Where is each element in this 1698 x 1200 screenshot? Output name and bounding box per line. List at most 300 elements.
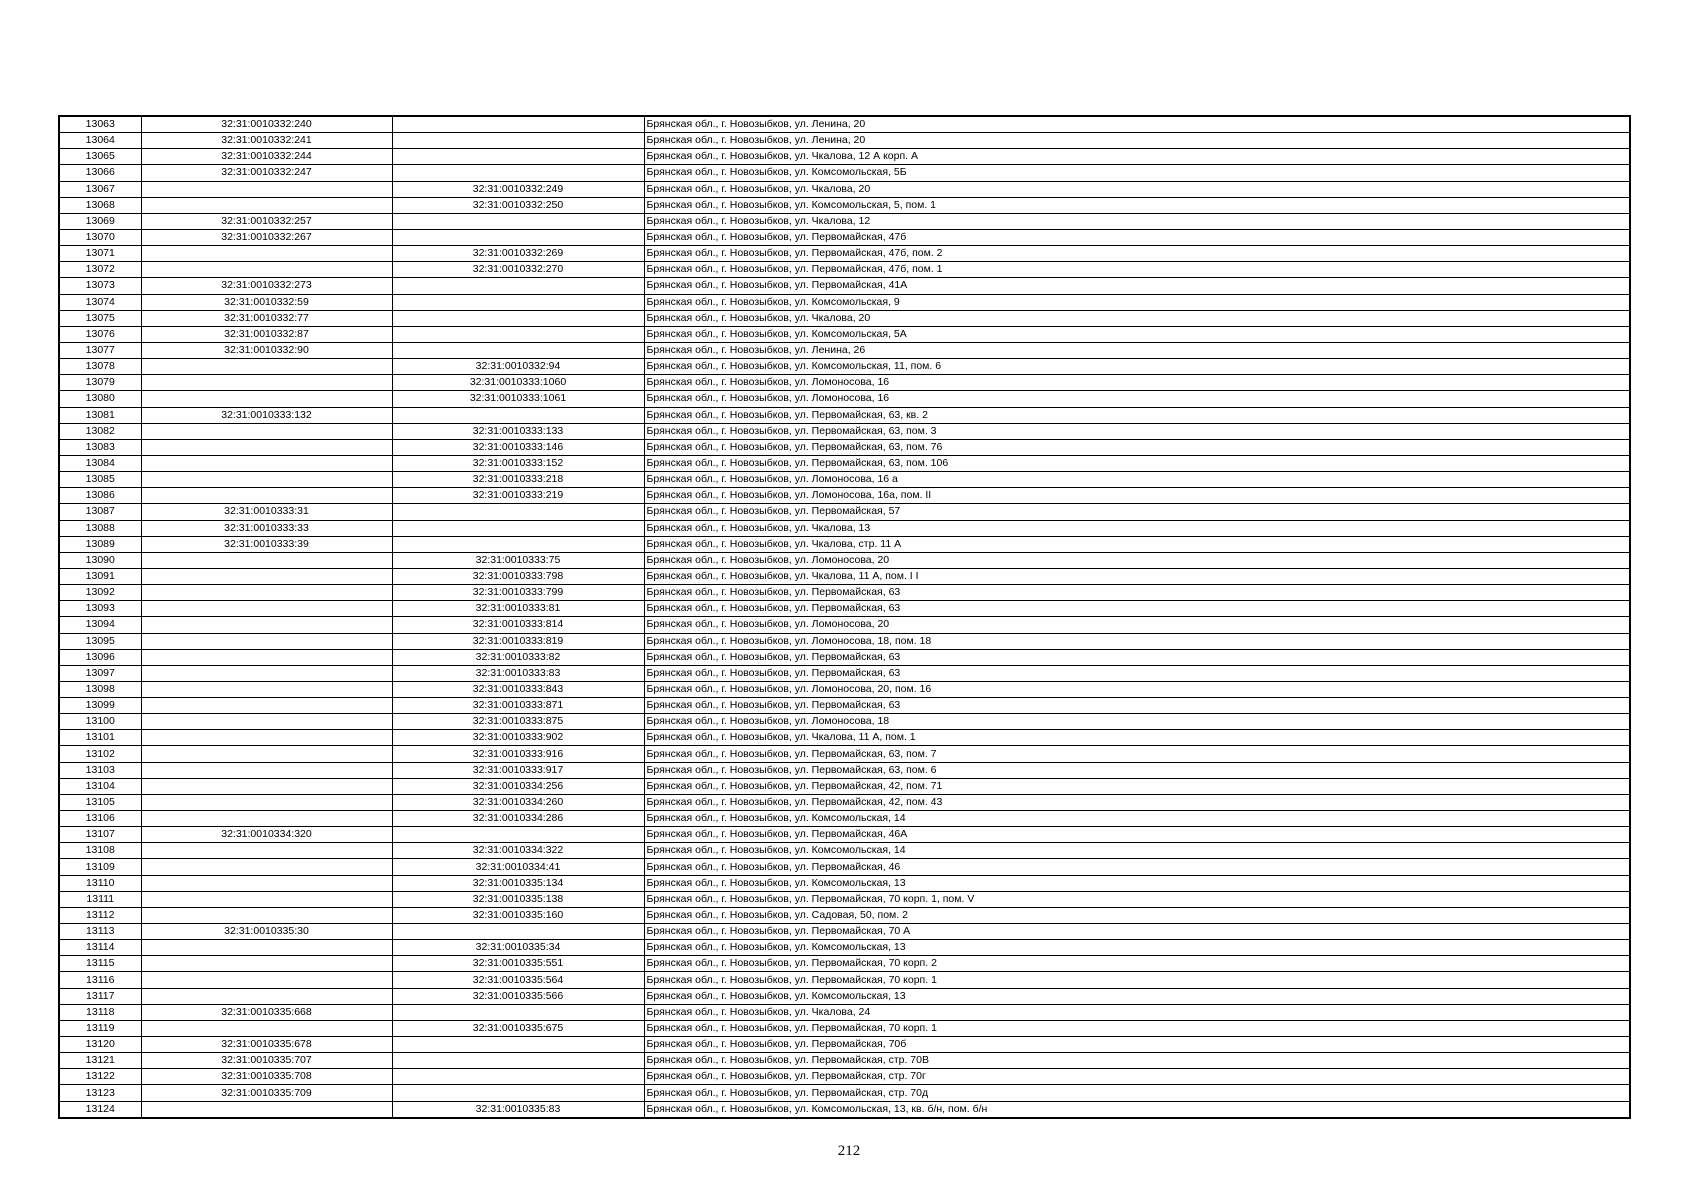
table-row: [59, 681, 1630, 697]
address-cell: Брянская обл., г. Новозыбков, ул. Первомайская, 47б, пом. 2: [644, 246, 1630, 262]
table-row: [59, 730, 1630, 746]
table-row: [59, 940, 1630, 956]
row-number-cell: 13088: [59, 520, 141, 536]
cadastral-number-cell: [141, 698, 392, 714]
cadastral-number-cell: 32:31:0010332:244: [141, 149, 392, 165]
table-row: [59, 601, 1630, 617]
row-number-cell: 13078: [59, 359, 141, 375]
cadastral-number-alt-cell: [392, 278, 644, 294]
cadastral-number-cell: [141, 940, 392, 956]
cadastral-number-cell: 32:31:0010335:668: [141, 1004, 392, 1020]
cadastral-number-cell: [141, 730, 392, 746]
address-cell: Брянская обл., г. Новозыбков, ул. Ломоносова, 16а, пом. II: [644, 488, 1630, 504]
row-number-cell: 13068: [59, 197, 141, 213]
address-cell: Брянская обл., г. Новозыбков, ул. Первомайская, 63, пом. 6: [644, 762, 1630, 778]
table-row: [59, 1085, 1630, 1101]
cadastral-number-alt-cell: [392, 149, 644, 165]
row-number-cell: 13095: [59, 633, 141, 649]
address-cell: Брянская обл., г. Новозыбков, ул. Первомайская, 46: [644, 859, 1630, 875]
address-cell: Брянская обл., г. Новозыбков, ул. Ломоносова, 16 а: [644, 472, 1630, 488]
table-row: [59, 1020, 1630, 1036]
cadastral-number-cell: [141, 585, 392, 601]
cadastral-number-alt-cell: 32:31:0010335:551: [392, 956, 644, 972]
row-number-cell: 13105: [59, 794, 141, 810]
address-cell: Брянская обл., г. Новозыбков, ул. Ленина, 20: [644, 133, 1630, 149]
cadastral-number-alt-cell: [392, 213, 644, 229]
cadastral-number-cell: [141, 988, 392, 1004]
table-row: [59, 116, 1630, 133]
page-number: 212: [837, 1143, 861, 1159]
address-cell: Брянская обл., г. Новозыбков, ул. Первомайская, 47б: [644, 229, 1630, 245]
address-cell: Брянская обл., г. Новозыбков, ул. Первомайская, 63: [644, 698, 1630, 714]
address-cell: Брянская обл., г. Новозыбков, ул. Чкалова, 24: [644, 1004, 1630, 1020]
address-cell: Брянская обл., г. Новозыбков, ул. Первомайская, 70б: [644, 1037, 1630, 1053]
cadastral-number-cell: [141, 262, 392, 278]
cadastral-number-cell: [141, 375, 392, 391]
row-number-cell: 13111: [59, 891, 141, 907]
cadastral-number-alt-cell: 32:31:0010333:917: [392, 762, 644, 778]
cadastral-number-alt-cell: [392, 924, 644, 940]
table-row: [59, 1053, 1630, 1069]
table-row: [59, 633, 1630, 649]
address-cell: Брянская обл., г. Новозыбков, ул. Первомайская, 63, пом. 3: [644, 423, 1630, 439]
cadastral-number-alt-cell: 32:31:0010333:152: [392, 455, 644, 471]
row-number-cell: 13097: [59, 665, 141, 681]
table-row: [59, 310, 1630, 326]
cadastral-number-cell: 32:31:0010332:241: [141, 133, 392, 149]
address-cell: Брянская обл., г. Новозыбков, ул. Ломоносова, 18, пом. 18: [644, 633, 1630, 649]
cadastral-number-alt-cell: 32:31:0010335:138: [392, 891, 644, 907]
cadastral-number-alt-cell: [392, 536, 644, 552]
cadastral-number-alt-cell: 32:31:0010334:322: [392, 843, 644, 859]
address-cell: Брянская обл., г. Новозыбков, ул. Чкалова, стр. 11 А: [644, 536, 1630, 552]
table-row: [59, 472, 1630, 488]
table-row: [59, 342, 1630, 358]
address-cell: Брянская обл., г. Новозыбков, ул. Комсомольская, 13: [644, 988, 1630, 1004]
row-number-cell: 13122: [59, 1069, 141, 1085]
row-number-cell: 13063: [59, 116, 141, 133]
row-number-cell: 13104: [59, 778, 141, 794]
address-cell: Брянская обл., г. Новозыбков, ул. Комсомольская, 5Б: [644, 165, 1630, 181]
address-cell: Брянская обл., г. Новозыбков, ул. Ленина, 20: [644, 116, 1630, 133]
table-row: [59, 326, 1630, 342]
cadastral-number-cell: [141, 439, 392, 455]
row-number-cell: 13079: [59, 375, 141, 391]
cadastral-number-cell: [141, 633, 392, 649]
table-row: [59, 165, 1630, 181]
cadastral-number-alt-cell: 32:31:0010332:269: [392, 246, 644, 262]
cadastral-number-alt-cell: 32:31:0010333:875: [392, 714, 644, 730]
address-cell: Брянская обл., г. Новозыбков, ул. Первомайская, 63: [644, 665, 1630, 681]
cadastral-number-cell: [141, 359, 392, 375]
table-row: [59, 213, 1630, 229]
row-number-cell: 13113: [59, 924, 141, 940]
address-cell: Брянская обл., г. Новозыбков, ул. Первомайская, стр. 70В: [644, 1053, 1630, 1069]
cadastral-number-cell: [141, 859, 392, 875]
row-number-cell: 13075: [59, 310, 141, 326]
table-row: [59, 924, 1630, 940]
cadastral-number-cell: 32:31:0010332:77: [141, 310, 392, 326]
address-cell: Брянская обл., г. Новозыбков, ул. Первомайская, 42, пом. 71: [644, 778, 1630, 794]
address-cell: Брянская обл., г. Новозыбков, ул. Первомайская, 63: [644, 601, 1630, 617]
row-number-cell: 13094: [59, 617, 141, 633]
cadastral-number-cell: [141, 762, 392, 778]
address-cell: Брянская обл., г. Новозыбков, ул. Чкалова, 12 А корп. А: [644, 149, 1630, 165]
cadastral-number-alt-cell: 32:31:0010335:564: [392, 972, 644, 988]
address-cell: Брянская обл., г. Новозыбков, ул. Чкалова, 12: [644, 213, 1630, 229]
address-cell: Брянская обл., г. Новозыбков, ул. Первомайская, 63, пом. 76: [644, 439, 1630, 455]
row-number-cell: 13107: [59, 827, 141, 843]
row-number-cell: 13083: [59, 439, 141, 455]
cadastral-number-cell: [141, 455, 392, 471]
table-row: [59, 181, 1630, 197]
row-number-cell: 13070: [59, 229, 141, 245]
cadastral-number-alt-cell: 32:31:0010334:41: [392, 859, 644, 875]
cadastral-number-cell: [141, 552, 392, 568]
address-cell: Брянская обл., г. Новозыбков, ул. Ломоносова, 18: [644, 714, 1630, 730]
table-body: [59, 116, 1630, 1118]
cadastral-number-alt-cell: 32:31:0010333:814: [392, 617, 644, 633]
address-cell: Брянская обл., г. Новозыбков, ул. Первомайская, стр. 70д: [644, 1085, 1630, 1101]
row-number-cell: 13086: [59, 488, 141, 504]
row-number-cell: 13103: [59, 762, 141, 778]
cadastral-number-alt-cell: 32:31:0010332:250: [392, 197, 644, 213]
address-cell: Брянская обл., г. Новозыбков, ул. Первомайская, 63: [644, 585, 1630, 601]
table-row: [59, 375, 1630, 391]
cadastral-number-alt-cell: 32:31:0010333:798: [392, 568, 644, 584]
row-number-cell: 13114: [59, 940, 141, 956]
row-number-cell: 13090: [59, 552, 141, 568]
cadastral-number-alt-cell: [392, 165, 644, 181]
cadastral-number-cell: [141, 423, 392, 439]
cadastral-number-alt-cell: [392, 116, 644, 133]
address-cell: Брянская обл., г. Новозыбков, ул. Ломоносова, 16: [644, 375, 1630, 391]
cadastral-number-cell: [141, 891, 392, 907]
cadastral-number-alt-cell: 32:31:0010335:566: [392, 988, 644, 1004]
row-number-cell: 13102: [59, 746, 141, 762]
table-row: [59, 875, 1630, 891]
cadastral-number-cell: 32:31:0010332:59: [141, 294, 392, 310]
table-row: [59, 956, 1630, 972]
address-cell: Брянская обл., г. Новозыбков, ул. Первомайская, 63, пом. 106: [644, 455, 1630, 471]
table-row: [59, 229, 1630, 245]
cadastral-number-cell: 32:31:0010335:709: [141, 1085, 392, 1101]
cadastral-number-cell: [141, 972, 392, 988]
address-cell: Брянская обл., г. Новозыбков, ул. Первомайская, стр. 70г: [644, 1069, 1630, 1085]
cadastral-number-alt-cell: 32:31:0010333:819: [392, 633, 644, 649]
row-number-cell: 13074: [59, 294, 141, 310]
address-cell: Брянская обл., г. Новозыбков, ул. Чкалова, 11 А, пом. I I: [644, 568, 1630, 584]
address-cell: Брянская обл., г. Новозыбков, ул. Комсомольская, 13: [644, 940, 1630, 956]
cadastral-number-alt-cell: [392, 310, 644, 326]
address-cell: Брянская обл., г. Новозыбков, ул. Ломоносова, 20: [644, 552, 1630, 568]
address-cell: Брянская обл., г. Новозыбков, ул. Комсомольская, 14: [644, 843, 1630, 859]
address-cell: Брянская обл., г. Новозыбков, ул. Первомайская, 46А: [644, 827, 1630, 843]
cadastral-number-alt-cell: [392, 407, 644, 423]
address-cell: Брянская обл., г. Новозыбков, ул. Ломоносова, 16: [644, 391, 1630, 407]
row-number-cell: 13099: [59, 698, 141, 714]
cadastral-number-cell: [141, 746, 392, 762]
address-cell: Брянская обл., г. Новозыбков, ул. Первомайская, 57: [644, 504, 1630, 520]
row-number-cell: 13084: [59, 455, 141, 471]
table-row: [59, 988, 1630, 1004]
row-number-cell: 13087: [59, 504, 141, 520]
cadastral-number-alt-cell: 32:31:0010333:83: [392, 665, 644, 681]
cadastral-number-alt-cell: 32:31:0010332:94: [392, 359, 644, 375]
row-number-cell: 13096: [59, 649, 141, 665]
cadastral-number-alt-cell: [392, 504, 644, 520]
row-number-cell: 13116: [59, 972, 141, 988]
cadastral-number-alt-cell: [392, 133, 644, 149]
table-row: [59, 133, 1630, 149]
cadastral-number-cell: [141, 472, 392, 488]
cadastral-number-cell: [141, 246, 392, 262]
address-cell: Брянская обл., г. Новозыбков, ул. Ленина, 26: [644, 342, 1630, 358]
row-number-cell: 13112: [59, 907, 141, 923]
row-number-cell: 13100: [59, 714, 141, 730]
table-row: [59, 197, 1630, 213]
cadastral-number-alt-cell: 32:31:0010333:902: [392, 730, 644, 746]
cadastral-number-cell: 32:31:0010335:30: [141, 924, 392, 940]
row-number-cell: 13071: [59, 246, 141, 262]
row-number-cell: 13073: [59, 278, 141, 294]
cadastral-number-alt-cell: [392, 1069, 644, 1085]
address-cell: Брянская обл., г. Новозыбков, ул. Первомайская, 63: [644, 649, 1630, 665]
cadastral-number-alt-cell: [392, 326, 644, 342]
table-row: [59, 827, 1630, 843]
cadastral-number-cell: [141, 181, 392, 197]
address-cell: Брянская обл., г. Новозыбков, ул. Первомайская, 42, пом. 43: [644, 794, 1630, 810]
table-row: [59, 665, 1630, 681]
cadastral-number-cell: [141, 197, 392, 213]
row-number-cell: 13115: [59, 956, 141, 972]
row-number-cell: 13106: [59, 811, 141, 827]
row-number-cell: 13082: [59, 423, 141, 439]
row-number-cell: 13064: [59, 133, 141, 149]
row-number-cell: 13101: [59, 730, 141, 746]
address-cell: Брянская обл., г. Новозыбков, ул. Ломоносова, 20, пом. 16: [644, 681, 1630, 697]
address-cell: Брянская обл., г. Новозыбков, ул. Первомайская, 41А: [644, 278, 1630, 294]
cadastral-number-cell: [141, 714, 392, 730]
cadastral-number-alt-cell: 32:31:0010333:81: [392, 601, 644, 617]
table-row: [59, 1004, 1630, 1020]
row-number-cell: 13091: [59, 568, 141, 584]
cadastral-number-cell: [141, 391, 392, 407]
cadastral-number-alt-cell: 32:31:0010334:286: [392, 811, 644, 827]
address-cell: Брянская обл., г. Новозыбков, ул. Чкалова, 11 А, пом. 1: [644, 730, 1630, 746]
row-number-cell: 13085: [59, 472, 141, 488]
cadastral-number-cell: [141, 875, 392, 891]
address-cell: Брянская обл., г. Новозыбков, ул. Комсомольская, 11, пом. 6: [644, 359, 1630, 375]
cadastral-number-alt-cell: 32:31:0010333:146: [392, 439, 644, 455]
row-number-cell: 13072: [59, 262, 141, 278]
cadastral-number-alt-cell: 32:31:0010333:871: [392, 698, 644, 714]
cadastral-number-alt-cell: 32:31:0010335:134: [392, 875, 644, 891]
cadastral-number-alt-cell: 32:31:0010333:219: [392, 488, 644, 504]
cadastral-number-cell: [141, 778, 392, 794]
address-cell: Брянская обл., г. Новозыбков, ул. Ломоносова, 20: [644, 617, 1630, 633]
table-row: [59, 439, 1630, 455]
cadastral-number-cell: [141, 649, 392, 665]
cadastral-number-alt-cell: [392, 1037, 644, 1053]
cadastral-number-alt-cell: 32:31:0010335:160: [392, 907, 644, 923]
cadastral-number-alt-cell: [392, 342, 644, 358]
cadastral-number-cell: 32:31:0010332:90: [141, 342, 392, 358]
cadastral-number-cell: [141, 601, 392, 617]
table-row: [59, 714, 1630, 730]
row-number-cell: 13121: [59, 1053, 141, 1069]
cadastral-number-alt-cell: 32:31:0010334:256: [392, 778, 644, 794]
table-row: [59, 698, 1630, 714]
cadastral-number-cell: 32:31:0010333:31: [141, 504, 392, 520]
cadastral-number-cell: 32:31:0010334:320: [141, 827, 392, 843]
cadastral-number-alt-cell: 32:31:0010334:260: [392, 794, 644, 810]
row-number-cell: 13109: [59, 859, 141, 875]
table-row: [59, 1101, 1630, 1118]
table-row: [59, 359, 1630, 375]
cadastral-number-cell: 32:31:0010332:247: [141, 165, 392, 181]
cadastral-number-alt-cell: [392, 1004, 644, 1020]
table-row: [59, 149, 1630, 165]
cadastral-number-alt-cell: 32:31:0010332:270: [392, 262, 644, 278]
cadastral-number-alt-cell: [392, 1053, 644, 1069]
cadastral-number-alt-cell: 32:31:0010333:218: [392, 472, 644, 488]
row-number-cell: 13076: [59, 326, 141, 342]
cadastral-number-alt-cell: 32:31:0010333:916: [392, 746, 644, 762]
cadastral-number-cell: [141, 907, 392, 923]
table-row: [59, 617, 1630, 633]
table-row: [59, 649, 1630, 665]
cadastral-number-alt-cell: 32:31:0010335:675: [392, 1020, 644, 1036]
cadastral-number-cell: 32:31:0010332:240: [141, 116, 392, 133]
cadastral-number-alt-cell: 32:31:0010333:75: [392, 552, 644, 568]
cadastral-number-cell: 32:31:0010333:33: [141, 520, 392, 536]
table-row: [59, 536, 1630, 552]
cadastral-number-cell: 32:31:0010332:87: [141, 326, 392, 342]
cadastral-number-alt-cell: [392, 229, 644, 245]
address-cell: Брянская обл., г. Новозыбков, ул. Комсомольская, 13, кв. б/н, пом. б/н: [644, 1101, 1630, 1118]
address-cell: Брянская обл., г. Новозыбков, ул. Первомайская, 70 А: [644, 924, 1630, 940]
table-row: [59, 746, 1630, 762]
address-cell: Брянская обл., г. Новозыбков, ул. Первомайская, 63, пом. 7: [644, 746, 1630, 762]
row-number-cell: 13081: [59, 407, 141, 423]
row-number-cell: 13092: [59, 585, 141, 601]
cadastral-number-cell: [141, 665, 392, 681]
cadastral-number-cell: 32:31:0010332:273: [141, 278, 392, 294]
cadastral-number-cell: [141, 794, 392, 810]
row-number-cell: 13110: [59, 875, 141, 891]
table-row: [59, 552, 1630, 568]
table-row: [59, 391, 1630, 407]
address-cell: Брянская обл., г. Новозыбков, ул. Комсомольская, 14: [644, 811, 1630, 827]
table-row: [59, 294, 1630, 310]
row-number-cell: 13123: [59, 1085, 141, 1101]
table-row: [59, 1037, 1630, 1053]
cadastral-number-alt-cell: 32:31:0010333:1060: [392, 375, 644, 391]
address-cell: Брянская обл., г. Новозыбков, ул. Первомайская, 70 корп. 1: [644, 1020, 1630, 1036]
cadastral-number-alt-cell: 32:31:0010333:133: [392, 423, 644, 439]
table-row: [59, 455, 1630, 471]
address-cell: Брянская обл., г. Новозыбков, ул. Первомайская, 70 корп. 1, пом. V: [644, 891, 1630, 907]
address-cell: Брянская обл., г. Новозыбков, ул. Чкалова, 13: [644, 520, 1630, 536]
cadastral-number-alt-cell: [392, 827, 644, 843]
cadastral-number-alt-cell: 32:31:0010335:34: [392, 940, 644, 956]
address-cell: Брянская обл., г. Новозыбков, ул. Садовая, 50, пом. 2: [644, 907, 1630, 923]
row-number-cell: 13120: [59, 1037, 141, 1053]
row-number-cell: 13108: [59, 843, 141, 859]
table-row: [59, 859, 1630, 875]
row-number-cell: 13118: [59, 1004, 141, 1020]
address-cell: Брянская обл., г. Новозыбков, ул. Комсомольская, 13: [644, 875, 1630, 891]
table-row: [59, 762, 1630, 778]
address-cell: Брянская обл., г. Новозыбков, ул. Комсомольская, 5, пом. 1: [644, 197, 1630, 213]
cadastral-number-cell: [141, 1020, 392, 1036]
table-row: [59, 504, 1630, 520]
property-register-table: [58, 115, 1631, 1119]
cadastral-number-cell: 32:31:0010335:707: [141, 1053, 392, 1069]
address-cell: Брянская обл., г. Новозыбков, ул. Первомайская, 63, кв. 2: [644, 407, 1630, 423]
row-number-cell: 13089: [59, 536, 141, 552]
cadastral-number-alt-cell: [392, 520, 644, 536]
table-row: [59, 778, 1630, 794]
table-row: [59, 488, 1630, 504]
cadastral-number-cell: [141, 843, 392, 859]
cadastral-number-cell: [141, 956, 392, 972]
cadastral-number-cell: [141, 811, 392, 827]
address-cell: Брянская обл., г. Новозыбков, ул. Первомайская, 70 корп. 2: [644, 956, 1630, 972]
row-number-cell: 13069: [59, 213, 141, 229]
row-number-cell: 13066: [59, 165, 141, 181]
cadastral-number-cell: [141, 1101, 392, 1118]
cadastral-number-cell: 32:31:0010333:132: [141, 407, 392, 423]
cadastral-number-cell: 32:31:0010335:708: [141, 1069, 392, 1085]
cadastral-number-cell: 32:31:0010332:267: [141, 229, 392, 245]
cadastral-number-cell: [141, 568, 392, 584]
table-row: [59, 520, 1630, 536]
row-number-cell: 13065: [59, 149, 141, 165]
table-row: [59, 262, 1630, 278]
address-cell: Брянская обл., г. Новозыбков, ул. Чкалова, 20: [644, 310, 1630, 326]
cadastral-number-cell: 32:31:0010332:257: [141, 213, 392, 229]
cadastral-number-alt-cell: 32:31:0010333:1061: [392, 391, 644, 407]
table-row: [59, 585, 1630, 601]
cadastral-number-cell: [141, 617, 392, 633]
row-number-cell: 13093: [59, 601, 141, 617]
table-row: [59, 907, 1630, 923]
cadastral-number-alt-cell: 32:31:0010332:249: [392, 181, 644, 197]
row-number-cell: 13067: [59, 181, 141, 197]
cadastral-number-alt-cell: 32:31:0010333:82: [392, 649, 644, 665]
cadastral-number-cell: 32:31:0010335:678: [141, 1037, 392, 1053]
row-number-cell: 13077: [59, 342, 141, 358]
cadastral-number-alt-cell: 32:31:0010333:843: [392, 681, 644, 697]
address-cell: Брянская обл., г. Новозыбков, ул. Первомайская, 47б, пом. 1: [644, 262, 1630, 278]
address-cell: Брянская обл., г. Новозыбков, ул. Комсомольская, 9: [644, 294, 1630, 310]
cadastral-number-alt-cell: 32:31:0010335:83: [392, 1101, 644, 1118]
row-number-cell: 13119: [59, 1020, 141, 1036]
table-row: [59, 407, 1630, 423]
cadastral-number-cell: [141, 681, 392, 697]
table-row: [59, 972, 1630, 988]
table-row: [59, 811, 1630, 827]
table-row: [59, 278, 1630, 294]
table-row: [59, 568, 1630, 584]
row-number-cell: 13117: [59, 988, 141, 1004]
table-row: [59, 423, 1630, 439]
cadastral-number-cell: 32:31:0010333:39: [141, 536, 392, 552]
cadastral-number-alt-cell: [392, 294, 644, 310]
cadastral-number-alt-cell: [392, 1085, 644, 1101]
